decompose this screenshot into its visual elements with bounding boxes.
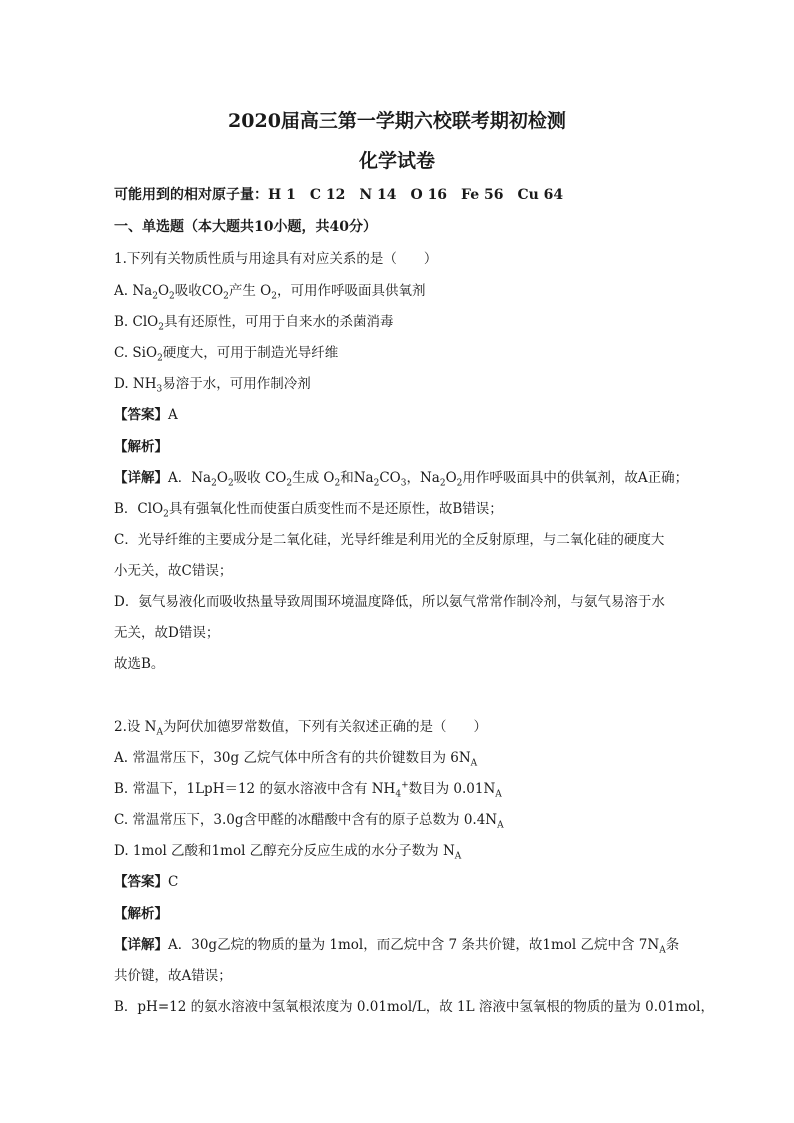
- atomic-masses: 可能用到的相对原子量：H 1 C 12 N 14 O 16 Fe 56 Cu 64: [114, 187, 564, 203]
- q1-conclusion: 故选B。: [114, 656, 165, 672]
- q1-option-b: B. ClO$_2$具有还原性，可用于自来水的杀菌消毒: [114, 314, 394, 333]
- q2-option-c: C. 常温常压下，3.0g含甲醛的冰醋酸中含有的原子总数为 $0.4N_A$: [114, 812, 504, 831]
- q1-option-a: A. $Na_2O_2$吸收$CO_2$产生 $O_2$，可用作呼吸面具供氧剂: [114, 283, 426, 302]
- q1-answer: 【答案】A: [114, 407, 178, 423]
- q2-answer: 【答案】C: [114, 874, 179, 890]
- q1-detail-d-line1: D．氨气易液化而吸收热量导致周围环境温度降低，所以氨气常常作制冷剂，与氨气易溶于水: [114, 594, 665, 610]
- exam-title: 2020届高三第一学期六校联考期初检测: [228, 110, 566, 132]
- section-heading: 一、单选题（本大题共10小题，共40分）: [114, 219, 377, 235]
- q1-option-d: D. $NH_3$易溶于水，可用作制冷剂: [114, 376, 311, 395]
- q2-detail-a-line1: 【详解】A．30g乙烷的物质的量为 1mol，而乙烷中含 7 条共价键，故1mol 乙烷中含 $7N_A$条: [114, 937, 680, 956]
- q1-detail-b: B．ClO$_2$具有强氧化性而使蛋白质变性而不是还原性，故B错误；: [114, 501, 503, 520]
- q1-detail-a: 【详解】A．$Na_2O_2$吸收 $CO_2$生成 $O_2$和$Na_2CO_3$，$Na_2O_2$用作呼吸面具中的供氧剂，故A正确；: [114, 470, 689, 489]
- q2-option-a: A. 常温常压下，30g 乙烷气体中所含有的共价键数目为 $6N_A$: [114, 750, 478, 769]
- q2-analysis-label: 【解析】: [114, 906, 168, 922]
- q1-detail-c-line1: C．光导纤维的主要成分是二氧化硅，光导纤维是利用光的全反射原理，与二氧化硅的硬度大: [114, 532, 665, 548]
- q1-analysis-label: 【解析】: [114, 439, 168, 455]
- q2-stem: 2.设 $N_A$为阿伏加德罗常数值，下列有关叙述正确的是（ ）: [114, 719, 487, 738]
- q1-option-c: C. SiO$_2$硬度大，可用于制造光导纤维: [114, 345, 339, 364]
- q2-detail-b: B．pH=12 的氨水溶液中氢氧根浓度为 0.01mol/L，故 1L 溶液中氢氧根的物质的量为 0.01mol，: [114, 999, 714, 1015]
- q1-detail-c-line2: 小无关，故C错误；: [114, 563, 233, 579]
- q1-detail-d-line2: 无关，故D错误；: [114, 625, 220, 641]
- q2-detail-a-line2: 共价键，故A错误；: [114, 968, 232, 984]
- q1-stem: 1.下列有关物质性质与用途具有对应关系的是（ ）: [114, 251, 438, 267]
- q2-option-b: B. 常温下，1LpH＝12 的氨水溶液中含有 $NH_4^+$数目为 $0.01N_A$: [114, 780, 502, 800]
- q2-option-d: D. 1mol 乙酸和1mol 乙醇充分反应生成的水分子数为 $N_A$: [114, 843, 462, 862]
- exam-subtitle: 化学试卷: [358, 150, 435, 172]
